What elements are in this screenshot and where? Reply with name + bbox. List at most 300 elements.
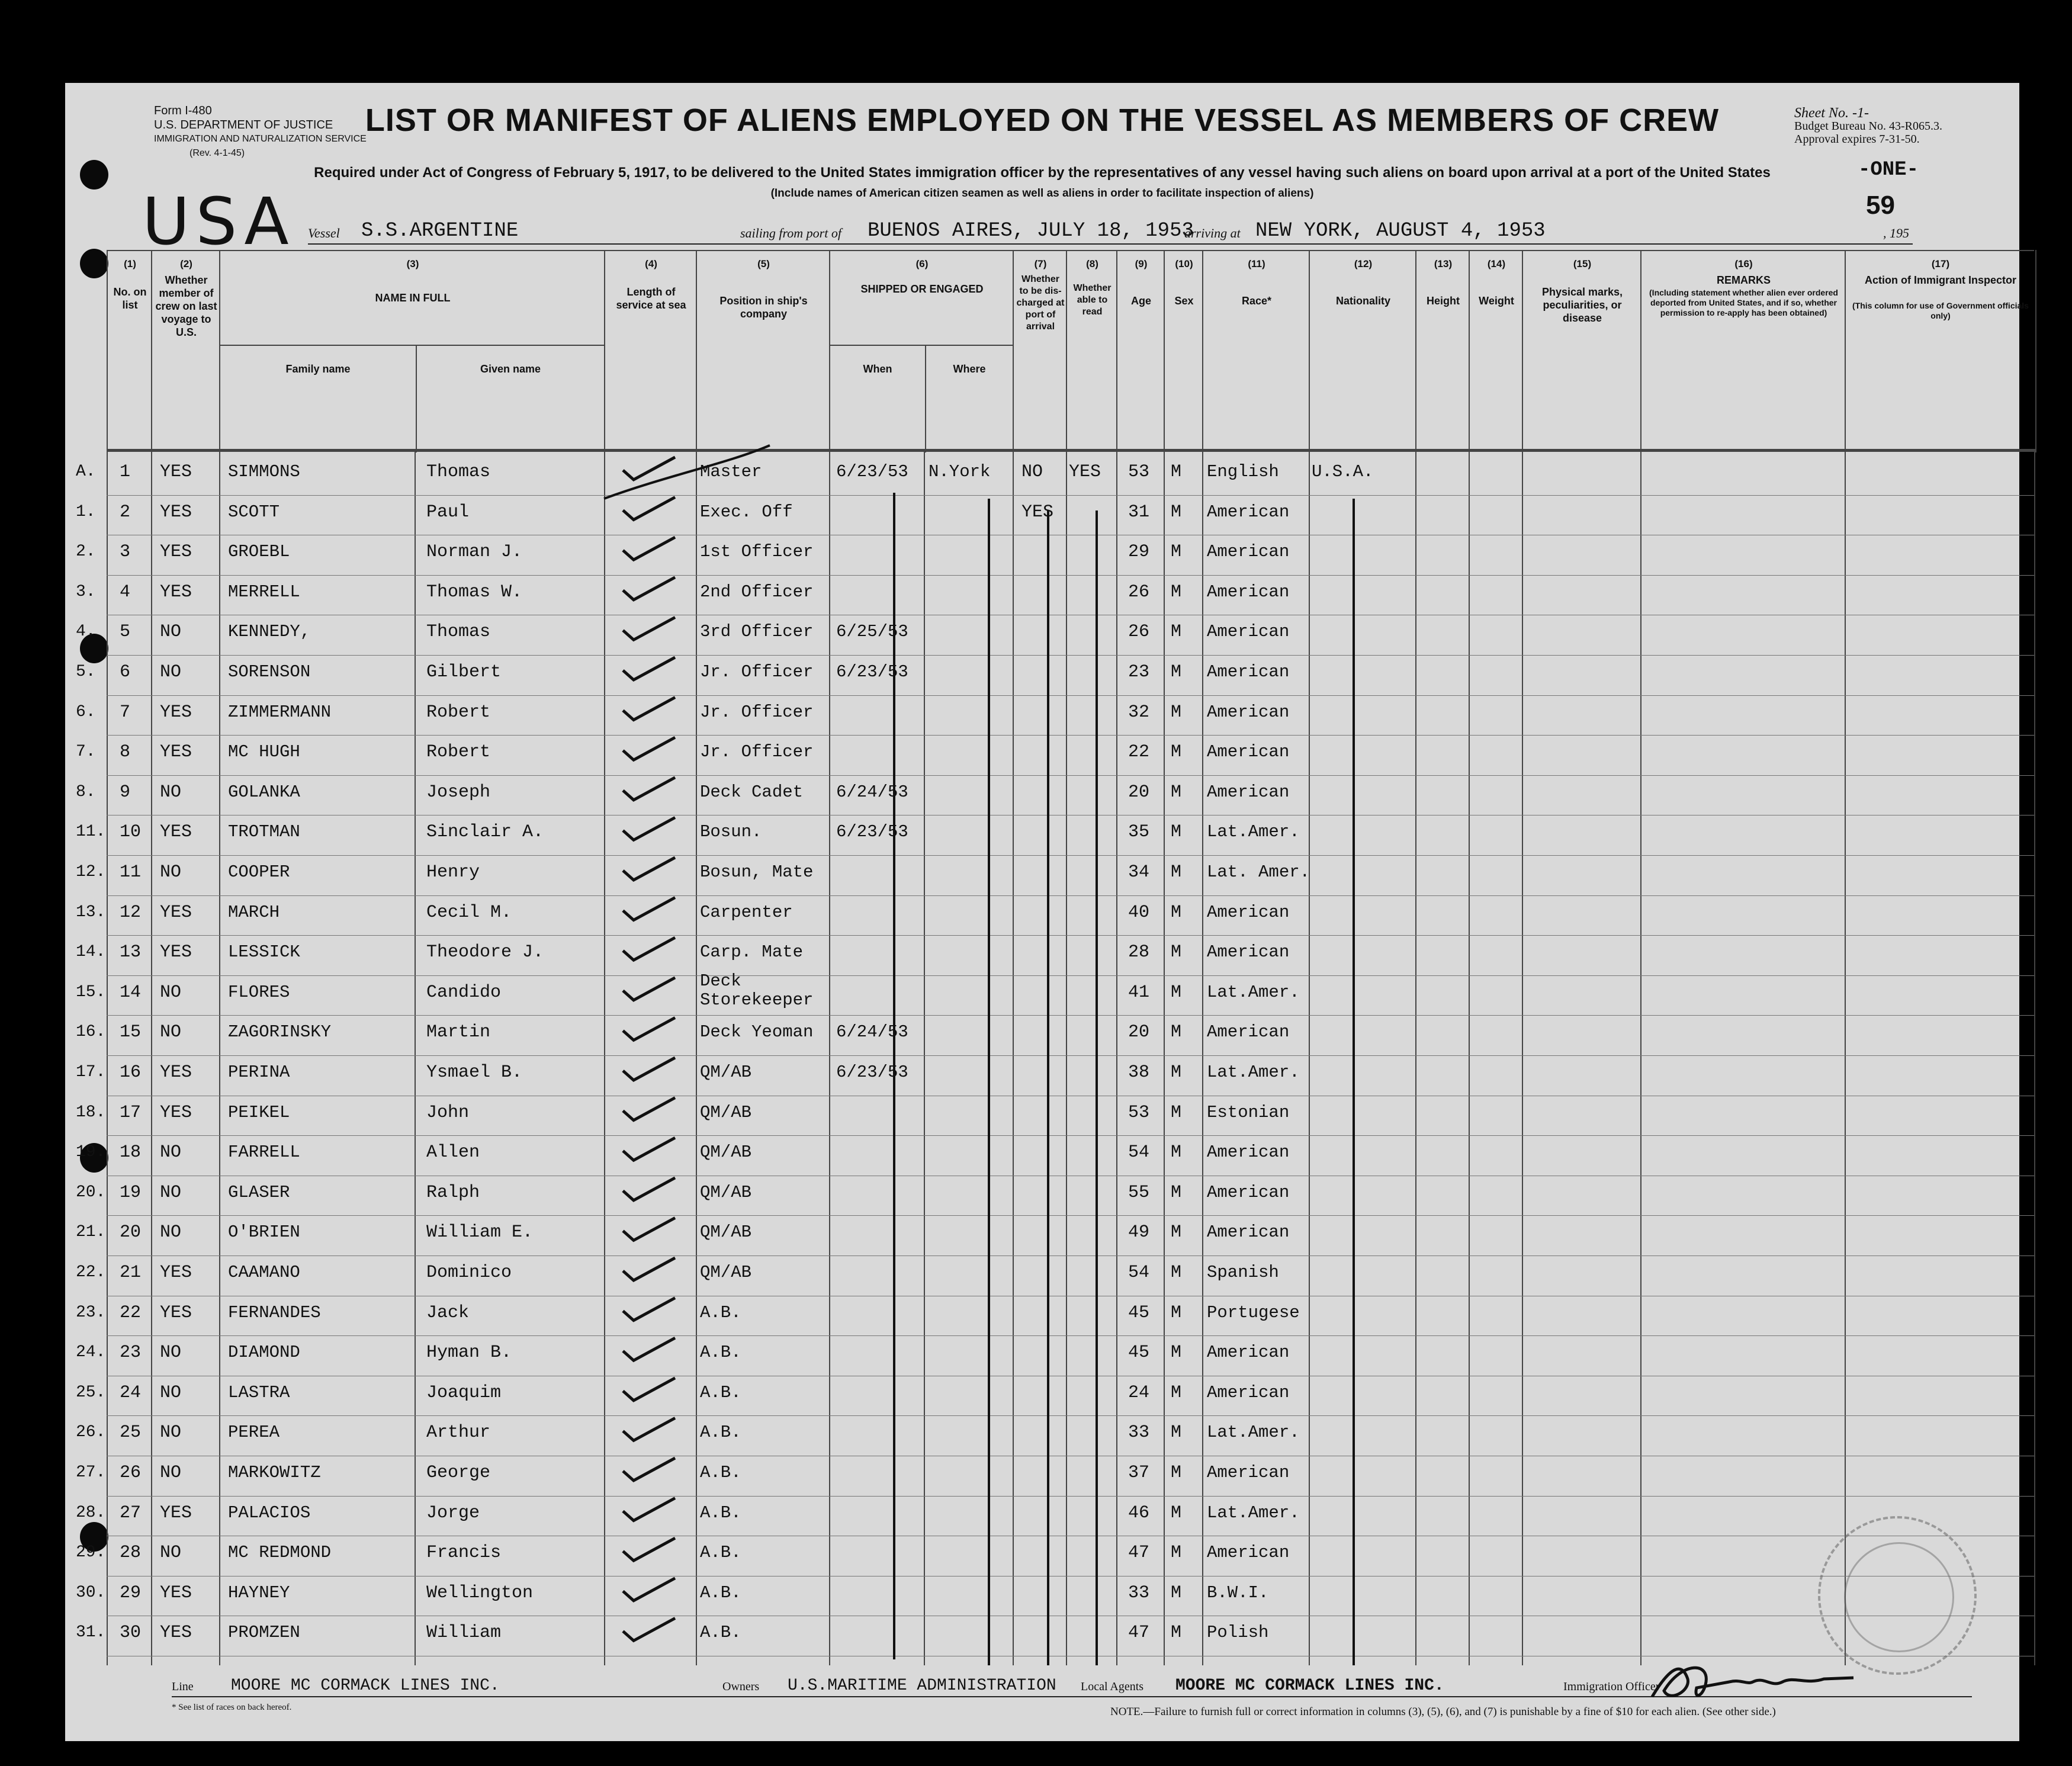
row-where: N.York <box>929 462 991 481</box>
row-given: Joaquim <box>426 1382 502 1403</box>
row-given: Paul <box>426 502 470 522</box>
row-race: Estonian <box>1207 1102 1290 1122</box>
row-ref: 12. <box>76 863 106 881</box>
row-family: KENNEDY, <box>228 622 311 642</box>
race-footnote: * See list of races on back hereof. <box>172 1703 292 1712</box>
row-position: A.B. <box>700 1582 741 1603</box>
row-sex: M <box>1171 942 1182 963</box>
row-sex: M <box>1171 1543 1182 1563</box>
check-mark <box>623 1258 675 1280</box>
row-position: Bosun. <box>700 822 762 842</box>
row-prev: NO <box>160 1222 182 1243</box>
check-mark <box>623 1178 675 1200</box>
row-given: Gilbert <box>426 662 502 682</box>
column-divider <box>2034 449 2035 1665</box>
pen-annotations <box>107 250 2034 1665</box>
row-discharged: YES <box>1021 502 1054 522</box>
row-age: 35 <box>1128 822 1150 843</box>
row-race: American <box>1207 902 1290 922</box>
row-ref: 17. <box>76 1063 106 1081</box>
agents-label: Local Agents <box>1081 1680 1144 1693</box>
row-race: American <box>1207 702 1290 722</box>
row-race: English <box>1207 462 1279 481</box>
form-line: Form I-480 <box>154 104 212 117</box>
row-no: 4 <box>120 582 131 602</box>
row-sex: M <box>1171 1263 1182 1283</box>
row-when: 6/23/53 <box>836 462 908 481</box>
check-mark <box>623 1538 675 1560</box>
row-sex: M <box>1171 542 1182 563</box>
row-given: Jack <box>426 1302 470 1323</box>
row-position: 3rd Officer <box>700 622 814 642</box>
row-race: American <box>1207 782 1290 802</box>
row-family: ZIMMERMANN <box>228 702 332 722</box>
check-mark <box>623 1498 675 1521</box>
row-sex: M <box>1171 822 1182 843</box>
row-race: American <box>1207 742 1290 762</box>
row-when: 6/24/53 <box>836 1022 908 1042</box>
row-no: 21 <box>120 1263 142 1283</box>
page-title: LIST OR MANIFEST OF ALIENS EMPLOYED ON THE VESSEL AS MEMBERS OF CREW <box>365 102 1720 138</box>
row-given: Joseph <box>426 782 491 802</box>
row-family: MC HUGH <box>228 742 300 762</box>
col-number: (12) <box>1354 258 1373 269</box>
handwritten-usa: USA <box>142 184 295 259</box>
row-prev: NO <box>160 622 182 643</box>
col-label: Sex <box>1174 295 1194 307</box>
row-ref: A. <box>76 463 96 481</box>
col-sublabel: Family name <box>285 363 351 375</box>
year-label: , 195 <box>1883 226 1909 240</box>
row-position: Carp. Mate <box>700 942 804 962</box>
col-number: (11) <box>1248 258 1265 269</box>
col-label: Nationality <box>1335 295 1390 307</box>
check-mark <box>623 978 675 1000</box>
row-sex: M <box>1171 742 1182 763</box>
col-number: (7) <box>1034 258 1047 269</box>
row-family: TROTMAN <box>228 822 300 842</box>
row-family: GROEBL <box>228 542 290 562</box>
row-given: Robert <box>426 742 491 763</box>
row-position: 2nd Officer <box>700 582 814 602</box>
sheet-count: 59 <box>1866 191 1895 220</box>
row-ref: 13. <box>76 903 106 921</box>
row-prev: NO <box>160 1543 182 1563</box>
row-age: 47 <box>1128 1543 1150 1563</box>
row-position: QM/AB <box>700 1222 752 1242</box>
row-ref: 8. <box>76 782 96 801</box>
row-no: 25 <box>120 1423 142 1443</box>
manifest-sheet <box>65 83 2029 1741</box>
row-age: 29 <box>1128 542 1150 563</box>
check-mark <box>623 737 675 760</box>
row-age: 20 <box>1128 1022 1150 1043</box>
row-position: Exec. Off <box>700 502 793 522</box>
col-label: Weight <box>1479 295 1514 307</box>
row-race: American <box>1207 582 1290 602</box>
row-position: A.B. <box>700 1623 741 1643</box>
row-prev: YES <box>160 1502 192 1523</box>
row-nationality: U.S.A. <box>1312 462 1374 481</box>
row-given: Henry <box>426 862 480 882</box>
row-given: William E. <box>426 1222 534 1243</box>
check-mark <box>623 1298 675 1321</box>
row-ref: 27. <box>76 1463 106 1482</box>
col-number: (10) <box>1175 258 1193 269</box>
row-family: GLASER <box>228 1182 290 1202</box>
row-position: Master <box>700 462 762 481</box>
row-age: 37 <box>1128 1463 1150 1483</box>
line-label: Line <box>172 1680 194 1693</box>
check-mark <box>623 1458 675 1481</box>
row-family: PEIKEL <box>228 1102 290 1122</box>
check-mark <box>623 1418 675 1440</box>
row-family: FERNANDES <box>228 1302 321 1322</box>
row-no: 28 <box>120 1543 142 1563</box>
col-label: Age <box>1130 295 1151 307</box>
row-race: Lat.Amer. <box>1207 822 1300 842</box>
col-label: Position in ship's company <box>719 295 808 320</box>
row-position: Jr. Officer <box>700 742 814 762</box>
form-line: U.S. DEPARTMENT OF JUSTICE <box>154 118 333 131</box>
row-family: MC REDMOND <box>228 1543 332 1563</box>
row-no: 2 <box>120 502 131 522</box>
row-no: 13 <box>120 942 142 963</box>
row-race: American <box>1207 502 1290 522</box>
row-given: Hyman B. <box>426 1343 512 1363</box>
row-age: 55 <box>1128 1182 1150 1203</box>
row-no: 27 <box>120 1502 142 1523</box>
row-position: Jr. Officer <box>700 662 814 682</box>
penalty-note: NOTE.—Failure to furnish full or correct information in columns (3), (5), (6), and (7) is punishable by a fine of $10 for each alien. (See other side.) <box>1110 1706 1776 1718</box>
row-sex: M <box>1171 622 1182 643</box>
col-number: (14) <box>1487 258 1506 269</box>
row-sex: M <box>1171 1022 1182 1043</box>
row-no: 17 <box>120 1102 142 1123</box>
row-ref: 25. <box>76 1383 106 1402</box>
row-prev: YES <box>160 1302 192 1323</box>
row-family: MARCH <box>228 902 280 922</box>
row-no: 1 <box>120 462 131 482</box>
check-mark <box>623 898 675 920</box>
col-number: (2) <box>180 258 192 269</box>
sailing-value: BUENOS AIRES, JULY 18, 1953 <box>868 220 1194 242</box>
row-prev: YES <box>160 1582 192 1603</box>
consular-seal-stamp <box>1818 1516 1977 1675</box>
row-when: 6/23/53 <box>836 1062 908 1082</box>
col-number: (13) <box>1434 258 1453 269</box>
row-family: FARRELL <box>228 1142 300 1163</box>
check-mark <box>623 1017 675 1040</box>
row-family: LESSICK <box>228 942 300 962</box>
row-given: Jorge <box>426 1502 480 1523</box>
row-family: CAAMANO <box>228 1263 300 1282</box>
col-note: (This column for use of Government officials only) <box>1852 301 2029 320</box>
row-family: PROMZEN <box>228 1623 300 1643</box>
row-no: 19 <box>120 1182 142 1203</box>
arriving-label: arriving at <box>1184 226 1241 240</box>
vessel-label: Vessel <box>308 226 340 240</box>
row-race: American <box>1207 622 1290 642</box>
row-family: ZAGORINSKY <box>228 1022 332 1042</box>
row-prev: YES <box>160 902 192 923</box>
check-mark <box>623 1098 675 1120</box>
row-position: QM/AB <box>700 1102 752 1122</box>
row-prev: YES <box>160 1263 192 1283</box>
row-ref: 1. <box>76 502 96 521</box>
row-prev: YES <box>160 462 192 482</box>
row-age: 28 <box>1128 942 1150 963</box>
check-mark <box>623 1378 675 1401</box>
row-position: A.B. <box>700 1382 741 1402</box>
row-sex: M <box>1171 1463 1182 1483</box>
row-given: Robert <box>426 702 491 723</box>
row-position: Deck Storekeeper <box>700 971 814 1010</box>
row-sex: M <box>1171 702 1182 723</box>
row-position: A.B. <box>700 1423 741 1443</box>
row-no: 5 <box>120 622 131 643</box>
row-race: American <box>1207 1022 1290 1042</box>
row-ref: 14. <box>76 943 106 962</box>
sheet-number-block <box>1794 107 1972 146</box>
row-prev: NO <box>160 862 182 882</box>
col-number: (17) <box>1931 258 1950 269</box>
row-ref: 22. <box>76 1263 106 1282</box>
col-number: (6) <box>915 258 929 269</box>
row-family: O'BRIEN <box>228 1222 300 1242</box>
row-no: 22 <box>120 1302 142 1323</box>
row-family: SORENSON <box>228 662 311 682</box>
row-family: PALACIOS <box>228 1502 311 1523</box>
check-mark <box>623 698 675 720</box>
row-age: 41 <box>1128 982 1150 1003</box>
row-race: American <box>1207 1182 1290 1202</box>
check-mark <box>623 1618 675 1640</box>
row-sex: M <box>1171 1623 1182 1643</box>
row-prev: YES <box>160 1623 192 1643</box>
row-prev: NO <box>160 1343 182 1363</box>
row-family: MARKOWITZ <box>228 1463 321 1482</box>
sheet-number: Sheet No. -1- <box>1794 105 1869 121</box>
col-number: (9) <box>1135 258 1148 269</box>
check-mark <box>623 858 675 880</box>
row-no: 3 <box>120 542 131 563</box>
row-given: Sinclair A. <box>426 822 544 843</box>
row-family: MERRELL <box>228 582 300 602</box>
col-label: No. on list <box>113 286 147 311</box>
check-mark <box>623 778 675 800</box>
pen-slash <box>604 445 770 499</box>
row-prev: YES <box>160 1062 192 1083</box>
row-ref: 5. <box>76 663 96 681</box>
col-label: Whether able to read <box>1073 283 1112 317</box>
row-prev: NO <box>160 1382 182 1403</box>
row-given: Cecil M. <box>426 902 512 923</box>
row-position: A.B. <box>700 1302 741 1322</box>
row-ref: 19. <box>76 1143 106 1162</box>
check-mark <box>623 1138 675 1160</box>
row-ref: 15. <box>76 982 106 1001</box>
form-line: (Rev. 4-1-45) <box>189 148 245 158</box>
col-number: (1) <box>124 258 136 269</box>
row-position: 1st Officer <box>700 542 814 562</box>
budget-line: Budget Bureau No. 43-R065.3. <box>1794 120 1942 133</box>
row-ref: 24. <box>76 1343 106 1362</box>
row-prev: YES <box>160 742 192 763</box>
row-no: 20 <box>120 1222 142 1243</box>
vessel-value: S.S.ARGENTINE <box>361 220 519 242</box>
row-sex: M <box>1171 1102 1182 1123</box>
check-mark <box>623 617 675 640</box>
col-number: (5) <box>757 258 770 269</box>
row-family: GOLANKA <box>228 782 300 802</box>
row-age: 23 <box>1128 662 1150 682</box>
row-no: 12 <box>120 902 142 923</box>
row-prev: NO <box>160 1423 182 1443</box>
col-sublabel: Where <box>953 363 986 375</box>
check-mark <box>623 1058 675 1080</box>
row-family: PERINA <box>228 1062 290 1082</box>
row-race: Lat.Amer. <box>1207 982 1300 1002</box>
row-age: 26 <box>1128 582 1150 602</box>
row-no: 6 <box>120 662 131 682</box>
row-age: 47 <box>1128 1623 1150 1643</box>
row-sex: M <box>1171 1502 1182 1523</box>
row-age: 38 <box>1128 1062 1150 1083</box>
check-mark <box>623 497 675 520</box>
row-ref: 30. <box>76 1583 106 1602</box>
row-race: American <box>1207 1142 1290 1163</box>
row-given: Allen <box>426 1142 480 1163</box>
row-age: 31 <box>1128 502 1150 522</box>
row-given: Thomas W. <box>426 582 523 602</box>
punch-hole <box>80 249 108 278</box>
check-mark <box>623 937 675 960</box>
check-mark <box>623 1578 675 1601</box>
col-label: Action of Immigrant Inspector <box>1864 274 2017 286</box>
row-prev: YES <box>160 822 192 843</box>
row-no: 23 <box>120 1343 142 1363</box>
row-prev: YES <box>160 942 192 963</box>
row-position: A.B. <box>700 1463 741 1482</box>
row-ref: 7. <box>76 743 96 762</box>
row-given: Norman J. <box>426 542 523 563</box>
row-prev: YES <box>160 502 192 522</box>
row-sex: M <box>1171 862 1182 882</box>
row-sex: M <box>1171 1062 1182 1083</box>
row-when: 6/24/53 <box>836 782 908 802</box>
row-position: QM/AB <box>700 1142 752 1163</box>
line-value: MOORE MC CORMACK LINES INC. <box>231 1677 500 1695</box>
col-label: Race* <box>1241 295 1272 307</box>
sheet-one: -ONE- <box>1858 159 1919 181</box>
row-age: 53 <box>1128 462 1150 482</box>
row-race: American <box>1207 1343 1290 1363</box>
vessel-line <box>308 215 1913 245</box>
col-number: (15) <box>1573 258 1592 269</box>
row-family: COOPER <box>228 862 290 882</box>
row-sex: M <box>1171 1382 1182 1403</box>
row-race: Spanish <box>1207 1263 1279 1282</box>
row-family: HAYNEY <box>228 1582 290 1603</box>
subtitle-note: (Include names of American citizen seamen as well as aliens in order to facilitate inspection of aliens) <box>770 187 1314 200</box>
col-label: Length of service at sea <box>616 286 686 311</box>
row-given: Thomas <box>426 462 491 482</box>
row-race: B.W.I. <box>1207 1582 1269 1603</box>
row-ref: 26. <box>76 1423 106 1442</box>
row-sex: M <box>1171 462 1182 482</box>
budget-line: Approval expires 7-31-50. <box>1794 133 1920 146</box>
row-discharged: NO <box>1021 462 1043 482</box>
row-given: Dominico <box>426 1263 512 1283</box>
row-sex: M <box>1171 982 1182 1003</box>
row-age: 34 <box>1128 862 1150 882</box>
row-family: SIMMONS <box>228 462 300 481</box>
row-race: American <box>1207 1543 1290 1563</box>
row-given: Wellington <box>426 1582 534 1603</box>
check-mark <box>623 457 675 480</box>
row-when: 6/23/53 <box>836 662 908 682</box>
row-ref: 29. <box>76 1543 106 1562</box>
row-given: John <box>426 1102 470 1123</box>
row-no: 16 <box>120 1062 142 1083</box>
check-mark <box>623 657 675 680</box>
row-position: Carpenter <box>700 902 793 922</box>
row-age: 24 <box>1128 1382 1150 1403</box>
crew-table <box>76 250 2034 1665</box>
row-prev: YES <box>160 542 192 563</box>
col-label: Physical marks, peculiarities, or disease <box>1541 286 1623 324</box>
row-given: Arthur <box>426 1423 491 1443</box>
row-age: 33 <box>1128 1423 1150 1443</box>
row-prev: NO <box>160 1463 182 1483</box>
row-age: 33 <box>1128 1582 1150 1603</box>
row-ref: 2. <box>76 542 96 561</box>
row-given: Ralph <box>426 1182 480 1203</box>
row-race: American <box>1207 542 1290 562</box>
row-position: Bosun, Mate <box>700 862 814 882</box>
row-no: 15 <box>120 1022 142 1043</box>
form-line: IMMIGRATION AND NATURALIZATION SERVICE <box>154 134 367 144</box>
row-sex: M <box>1171 1302 1182 1323</box>
row-sex: M <box>1171 502 1182 522</box>
check-mark <box>623 577 675 600</box>
col-number: (16) <box>1734 258 1753 269</box>
row-position: Jr. Officer <box>700 702 814 722</box>
row-no: 14 <box>120 982 142 1003</box>
arriving-value: NEW YORK, AUGUST 4, 1953 <box>1255 220 1546 242</box>
row-ref: 11. <box>76 823 106 842</box>
col-label: Whether to be dis-charged at port of arrival <box>1016 274 1065 332</box>
row-ref: 4. <box>76 622 96 641</box>
row-position: QM/AB <box>700 1062 752 1082</box>
row-given: Candido <box>426 982 502 1003</box>
row-sex: M <box>1171 1423 1182 1443</box>
row-race: Lat. Amer. <box>1207 862 1310 882</box>
check-mark <box>623 537 675 560</box>
owners-value: U.S.MARITIME ADMINISTRATION <box>788 1677 1056 1695</box>
row-no: 7 <box>120 702 131 723</box>
row-position: Deck Yeoman <box>700 1022 814 1042</box>
row-position: Deck Cadet <box>700 782 804 802</box>
row-ref: 6. <box>76 702 96 721</box>
row-prev: NO <box>160 1182 182 1203</box>
col-number: (3) <box>406 258 419 269</box>
row-no: 26 <box>120 1463 142 1483</box>
row-age: 46 <box>1128 1502 1150 1523</box>
row-ref: 16. <box>76 1023 106 1042</box>
row-prev: NO <box>160 982 182 1003</box>
